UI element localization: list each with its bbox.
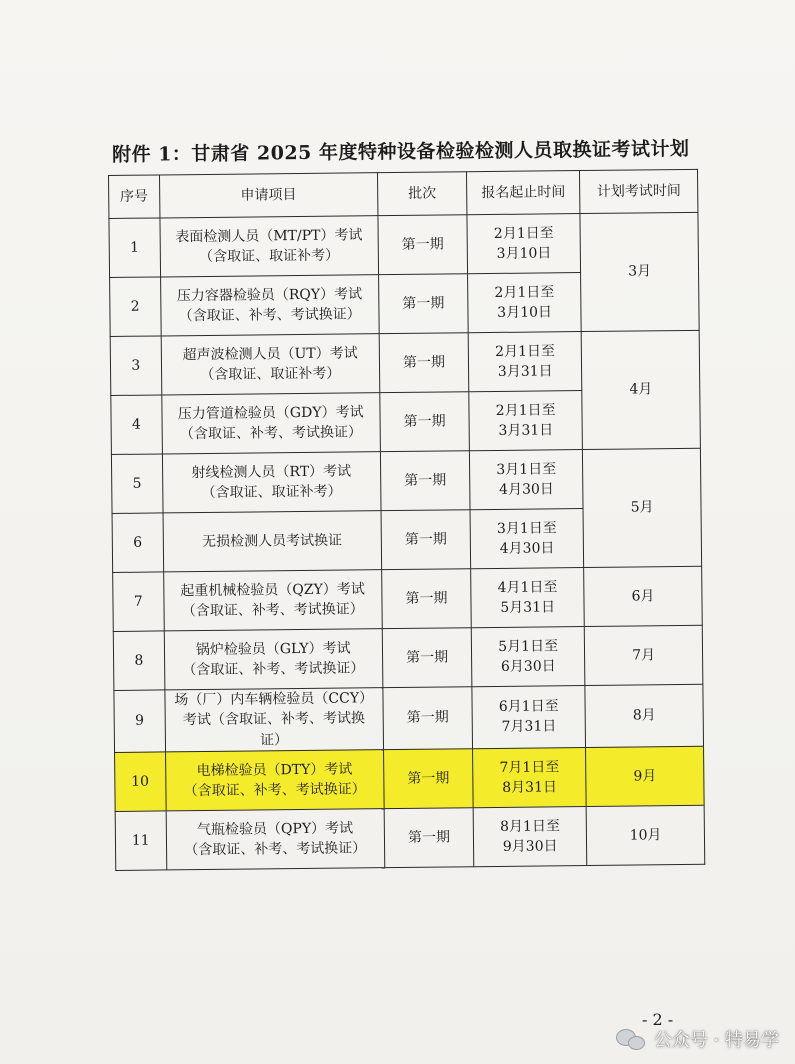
cell-period: 3月1日至 4月30日 — [496, 461, 557, 498]
cell-month: 3月 — [580, 212, 699, 331]
cell-month: 9月 — [586, 746, 704, 806]
cell-item: 气瓶检验员（QPY）考试 （含取证、补考、考试换证） — [184, 820, 367, 859]
cell-no: 11 — [115, 811, 166, 871]
cell-period: 2月1日至 3月31日 — [495, 343, 556, 380]
header-month: 计划考试时间 — [580, 169, 698, 213]
watermark-text: 公众号 · 特易学 — [653, 1030, 779, 1051]
table-row — [113, 566, 703, 631]
table-row — [113, 625, 703, 690]
table-row — [110, 330, 700, 395]
cell-month: 7月 — [585, 625, 703, 685]
cell-item: 场（厂）内车辆检验员（CCY） 考试（含取证、补考、考试换 证） — [174, 690, 374, 749]
header-period: 报名起止时间 — [467, 171, 581, 215]
cell-month: 6月 — [584, 566, 702, 626]
cell-item: 锅炉检验员（GLY）考试 （含取证、补考、考试换证） — [182, 640, 365, 679]
cell-period: 2月1日至 3月31日 — [495, 402, 556, 439]
cell-item: 表面检测人员（MT/PT）考试 （含取证、取证补考） — [175, 227, 363, 266]
header-batch: 批次 — [377, 172, 467, 216]
table-row — [114, 684, 704, 752]
cell-no: 10 — [115, 752, 166, 812]
cell-batch: 第一期 — [378, 215, 468, 275]
cell-item: 起重机械检验员（QZY）考试 （含取证、补考、考试换证） — [180, 581, 365, 620]
cell-item: 电梯检验员（DTY）考试 （含取证、补考、考试换证） — [183, 761, 366, 800]
cell-batch: 第一期 — [380, 451, 470, 511]
cell-no: 9 — [114, 690, 165, 752]
cell-batch: 第一期 — [382, 628, 472, 688]
cell-batch: 第一期 — [383, 687, 473, 750]
cell-period: 5月1日至 6月30日 — [498, 638, 559, 675]
cell-no: 3 — [110, 336, 161, 396]
cell-no: 4 — [111, 395, 162, 455]
cell-no: 7 — [113, 572, 164, 632]
cell-period: 2月1日至 3月10日 — [493, 225, 554, 262]
page-number: - 2 - — [642, 1010, 674, 1029]
cell-item: 压力容器检验员（RQY）考试 （含取证、补考、考试换证） — [176, 286, 363, 325]
cell-no: 8 — [113, 631, 164, 691]
cell-item: 射线检测人员（RT）考试 （含取证、取证补考） — [191, 463, 352, 502]
cell-batch: 第一期 — [383, 749, 473, 809]
wechat-icon — [616, 1027, 646, 1051]
cell-month: 10月 — [586, 805, 704, 865]
cell-period: 8月1日至 9月30日 — [500, 817, 561, 855]
cell-month: 8月 — [585, 684, 703, 747]
cell-no: 6 — [112, 513, 163, 573]
cell-period: 6月1日至 7月31日 — [498, 698, 559, 736]
table-row — [115, 805, 705, 870]
cell-item: 无损检测人员考试换证 — [201, 532, 343, 550]
cell-period: 7月1日至 8月31日 — [499, 758, 560, 796]
table-row — [109, 212, 699, 277]
cell-no: 2 — [110, 277, 161, 337]
cell-item: 超声波检测人员（UT）考试 （含取证、取证补考） — [182, 345, 358, 384]
cell-batch: 第一期 — [384, 808, 474, 868]
cell-month: 5月 — [583, 448, 702, 567]
table-row — [111, 448, 701, 513]
cell-period: 4月1日至 5月31日 — [497, 579, 558, 616]
cell-batch: 第一期 — [381, 510, 471, 570]
exam-plan-table — [108, 169, 705, 871]
cell-batch: 第一期 — [382, 569, 472, 629]
cell-month: 4月 — [581, 330, 700, 449]
table-header-row — [109, 169, 698, 218]
watermark — [616, 1026, 779, 1052]
header-no: 序号 — [109, 175, 160, 219]
cell-no: 1 — [109, 218, 160, 278]
document-title: 附件 1：甘肃省 2025 年度特种设备检验检测人员取换证考试计划 — [111, 137, 690, 166]
header-item: 申请项目 — [159, 173, 378, 218]
cell-batch: 第一期 — [379, 333, 469, 393]
cell-no: 5 — [111, 454, 162, 514]
cell-period: 2月1日至 3月10日 — [494, 284, 555, 321]
table-row-highlighted — [115, 746, 705, 811]
cell-period: 3月1日至 4月30日 — [496, 520, 557, 557]
cell-item: 压力管道检验员（GDY）考试 （含取证、补考、考试换证） — [177, 404, 364, 443]
cell-batch: 第一期 — [378, 274, 468, 334]
cell-batch: 第一期 — [380, 392, 470, 452]
